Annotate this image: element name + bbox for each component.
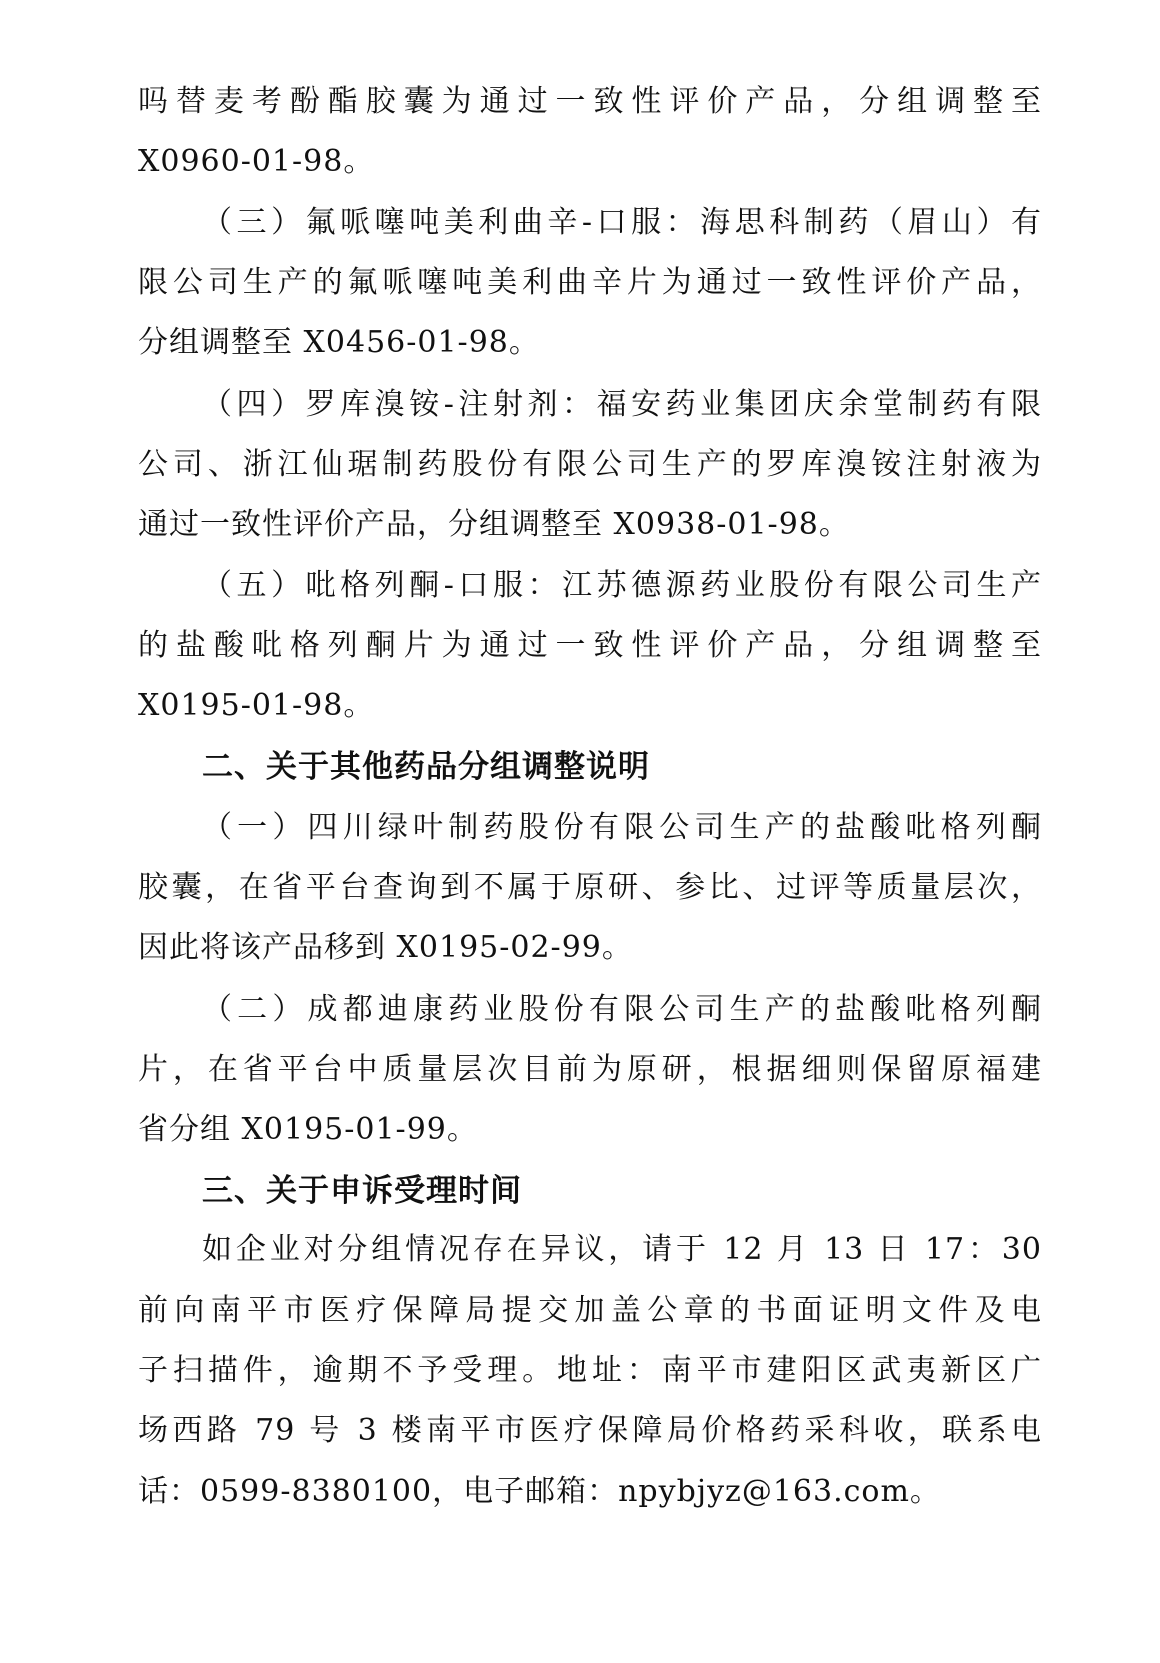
paragraph-line: 话：0599-8380100，电子邮箱：npybjyz@163.com。	[138, 1474, 941, 1509]
paragraph-line: 限公司生产的氟哌噻吨美利曲辛片为通过一致性评价产品，	[138, 265, 1042, 300]
paragraph-line: 通过一致性评价产品，分组调整至 X0938-01-98。	[138, 507, 850, 542]
paragraph-line: （五）吡格列酮-口服：江苏德源药业股份有限公司生产	[202, 568, 1042, 603]
paragraph-line: （二）成都迪康药业股份有限公司生产的盐酸吡格列酮	[202, 992, 1042, 1027]
paragraph-line: 如企业对分组情况存在异议，请于 12 月 13 日 17：30	[202, 1232, 1042, 1267]
paragraph-line: X0195-01-98。	[138, 688, 375, 723]
paragraph-line: 省分组 X0195-01-99。	[138, 1112, 478, 1147]
paragraph-line: 片，在省平台中质量层次目前为原研，根据细则保留原福建	[138, 1052, 1042, 1087]
paragraph-line: 分组调整至 X0456-01-98。	[138, 325, 540, 360]
paragraph-line: 公司、浙江仙琚制药股份有限公司生产的罗库溴铵注射液为	[138, 447, 1042, 482]
section-heading: 二、关于其他药品分组调整说明	[202, 749, 650, 785]
paragraph-line: 场西路 79 号 3 楼南平市医疗保障局价格药采科收，联系电	[138, 1413, 1042, 1448]
paragraph-line: 的盐酸吡格列酮片为通过一致性评价产品，分组调整至	[138, 628, 1042, 663]
paragraph-line: 吗替麦考酚酯胶囊为通过一致性评价产品，分组调整至	[138, 84, 1042, 119]
section-heading: 三、关于申诉受理时间	[202, 1173, 522, 1209]
paragraph-line: 因此将该产品移到 X0195-02-99。	[138, 930, 633, 965]
paragraph-line: （三）氟哌噻吨美利曲辛-口服：海思科制药（眉山）有	[202, 205, 1042, 240]
paragraph-line: （一）四川绿叶制药股份有限公司生产的盐酸吡格列酮	[202, 810, 1042, 845]
paragraph-line: 胶囊，在省平台查询到不属于原研、参比、过评等质量层次，	[138, 870, 1042, 905]
paragraph-line: 前向南平市医疗保障局提交加盖公章的书面证明文件及电	[138, 1293, 1042, 1328]
paragraph-line: 子扫描件，逾期不予受理。地址：南平市建阳区武夷新区广	[138, 1353, 1042, 1388]
paragraph-line: X0960-01-98。	[138, 144, 375, 179]
paragraph-line: （四）罗库溴铵-注射剂：福安药业集团庆余堂制药有限	[202, 387, 1042, 422]
